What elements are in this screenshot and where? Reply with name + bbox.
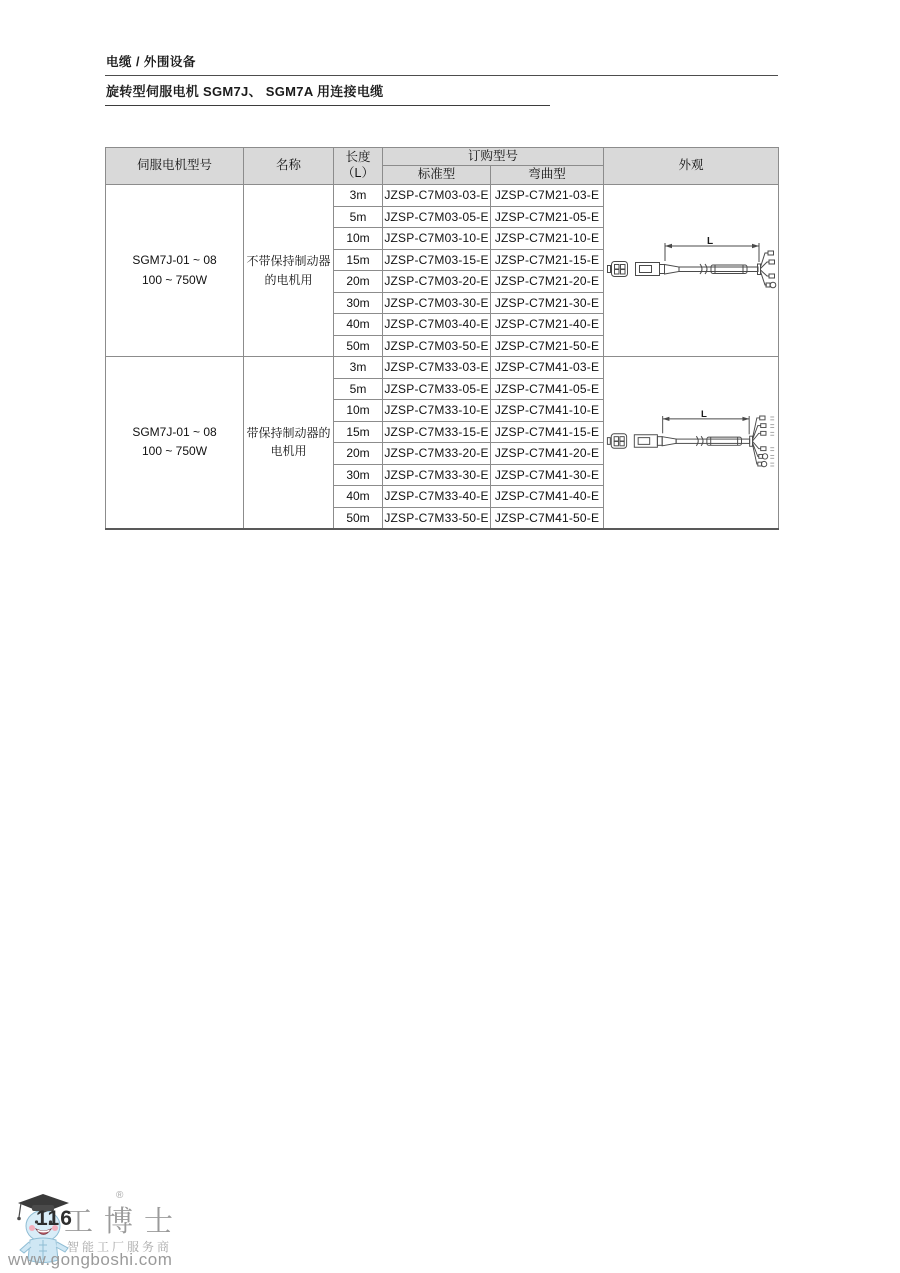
standard-model-cell: JZSP-C7M03-03-E	[383, 185, 491, 207]
dimension-label: L	[706, 237, 714, 247]
length-cell: 5m	[334, 378, 383, 400]
col-header-motor-model: 伺服电机型号	[106, 148, 244, 185]
table-row	[106, 357, 779, 379]
col-header-flexible-type: 弯曲型	[491, 166, 604, 185]
cable-order-table	[105, 147, 779, 530]
length-header-line1: 长度	[345, 150, 371, 165]
flexible-model-cell: JZSP-C7M41-50-E	[491, 507, 604, 529]
length-cell: 3m	[334, 357, 383, 379]
motor-model-cell: SGM7J-01 ~ 08 100 ~ 750W	[106, 185, 244, 357]
flexible-model-cell: JZSP-C7M41-15-E	[491, 421, 604, 443]
length-cell: 20m	[334, 271, 383, 293]
flexible-model-cell: JZSP-C7M41-03-E	[491, 357, 604, 379]
length-cell: 15m	[334, 249, 383, 271]
length-header-line2: （L）	[342, 166, 374, 180]
length-cell: 15m	[334, 421, 383, 443]
col-header-order-number: 订购型号	[383, 148, 604, 166]
standard-model-cell: JZSP-C7M03-05-E	[383, 206, 491, 228]
doc-header	[105, 52, 778, 106]
standard-model-cell: JZSP-C7M03-20-E	[383, 271, 491, 293]
length-cell: 30m	[334, 292, 383, 314]
flexible-model-cell: JZSP-C7M21-03-E	[491, 185, 604, 207]
standard-model-cell: JZSP-C7M33-03-E	[383, 357, 491, 379]
standard-model-cell: JZSP-C7M33-30-E	[383, 464, 491, 486]
standard-model-cell: JZSP-C7M03-10-E	[383, 228, 491, 250]
flexible-model-cell: JZSP-C7M41-05-E	[491, 378, 604, 400]
standard-model-cell: JZSP-C7M33-50-E	[383, 507, 491, 529]
standard-model-cell: JZSP-C7M03-15-E	[383, 249, 491, 271]
flexible-model-cell: JZSP-C7M21-10-E	[491, 228, 604, 250]
standard-model-cell: JZSP-C7M33-40-E	[383, 486, 491, 508]
flexible-model-cell: JZSP-C7M21-30-E	[491, 292, 604, 314]
length-cell: 5m	[334, 206, 383, 228]
standard-model-cell: JZSP-C7M03-40-E	[383, 314, 491, 336]
length-cell: 3m	[334, 185, 383, 207]
length-cell: 50m	[334, 335, 383, 357]
breadcrumb: 电缆 / 外围设备	[105, 52, 778, 76]
appearance-cell	[604, 185, 779, 357]
length-cell: 30m	[334, 464, 383, 486]
flexible-model-cell: JZSP-C7M21-20-E	[491, 271, 604, 293]
standard-model-cell: JZSP-C7M33-20-E	[383, 443, 491, 465]
col-header-appearance: 外观	[604, 148, 779, 185]
flexible-model-cell: JZSP-C7M41-20-E	[491, 443, 604, 465]
length-cell: 10m	[334, 400, 383, 422]
standard-model-cell: JZSP-C7M33-05-E	[383, 378, 491, 400]
length-cell: 20m	[334, 443, 383, 465]
motor-group-no-brake	[106, 185, 779, 357]
cable-diagram-6wire-icon	[605, 407, 778, 475]
appearance-cell	[604, 357, 779, 529]
flexible-model-cell: JZSP-C7M41-10-E	[491, 400, 604, 422]
length-cell: 10m	[334, 228, 383, 250]
motor-group-with-brake	[106, 357, 779, 529]
cable-name-cell: 不带保持制动器的电机用	[244, 185, 334, 357]
logo-tagline: 智能工厂服务商	[67, 1240, 173, 1254]
standard-model-cell: JZSP-C7M03-50-E	[383, 335, 491, 357]
dimension-label: L	[700, 408, 707, 420]
flexible-model-cell: JZSP-C7M21-40-E	[491, 314, 604, 336]
col-header-name: 名称	[244, 148, 334, 185]
cable-diagram-4wire-icon	[605, 237, 777, 301]
flexible-model-cell: JZSP-C7M21-05-E	[491, 206, 604, 228]
col-header-length	[334, 148, 383, 185]
logo-website: www.gongboshi.com	[8, 1250, 173, 1269]
registered-trademark-icon: ®	[116, 1190, 124, 1201]
flexible-model-cell: JZSP-C7M41-30-E	[491, 464, 604, 486]
flexible-model-cell: JZSP-C7M21-15-E	[491, 249, 604, 271]
cable-name-cell: 带保持制动器的电机用	[244, 357, 334, 529]
length-cell: 50m	[334, 507, 383, 529]
logo-brand-text: 工博士	[64, 1204, 185, 1238]
table-row	[106, 185, 779, 207]
page-title: 旋转型伺服电机 SGM7J、 SGM7A 用连接电缆	[105, 76, 550, 106]
standard-model-cell: JZSP-C7M33-15-E	[383, 421, 491, 443]
page-number: 116	[36, 1207, 73, 1230]
flexible-model-cell: JZSP-C7M41-40-E	[491, 486, 604, 508]
table-header	[106, 148, 779, 185]
standard-model-cell: JZSP-C7M33-10-E	[383, 400, 491, 422]
motor-model-cell: SGM7J-01 ~ 08 100 ~ 750W	[106, 357, 244, 529]
footer-logo	[8, 1188, 242, 1272]
col-header-standard-type: 标准型	[383, 166, 491, 185]
length-cell: 40m	[334, 486, 383, 508]
standard-model-cell: JZSP-C7M03-30-E	[383, 292, 491, 314]
flexible-model-cell: JZSP-C7M21-50-E	[491, 335, 604, 357]
length-cell: 40m	[334, 314, 383, 336]
